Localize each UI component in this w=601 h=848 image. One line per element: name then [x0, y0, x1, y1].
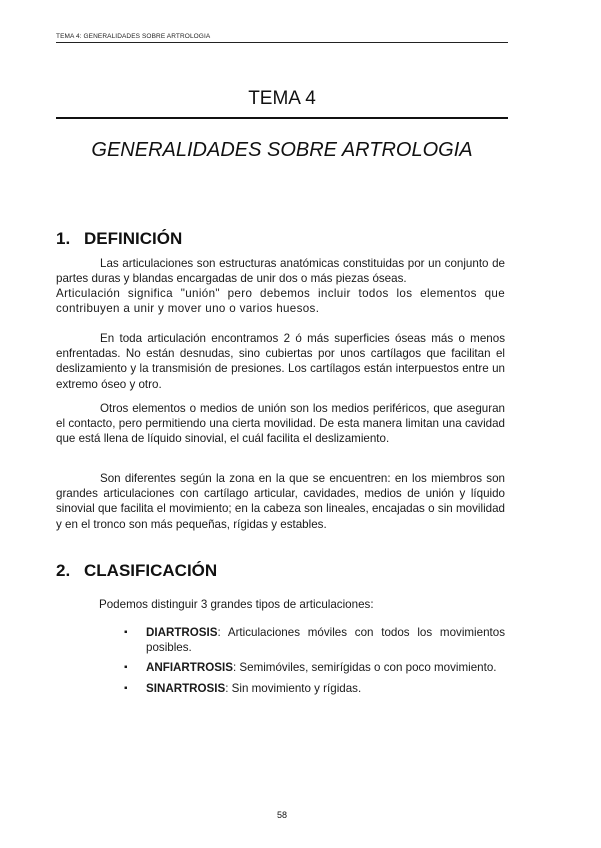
running-header: TEMA 4: GENERALIDADES SOBRE ARTROLOGIA — [56, 33, 211, 40]
paragraph: Son diferentes según la zona en la que se encuentren: en los miembros son grandes articulaciones con cartílago articular, cavidades, medios de unión y líquido sinovial que facilita el movimiento; en la cabeza son lineales, encajadas o sin movilidad y en el tronco son más pequeñas, rígidas y estables. — [56, 472, 505, 531]
page-number: 58 — [276, 810, 287, 820]
paragraph: Otros elementos o medios de unión son los medios periféricos, que aseguran el contacto, pero permitiendo una cierta movilidad. De esta manera limitan una cavidad que está llena de líquido sinovial, el cuál facilita el deslizamiento. — [56, 402, 505, 446]
title-divider — [56, 117, 508, 119]
section-heading-clasificacion — [56, 561, 217, 581]
list-item — [124, 660, 505, 675]
term-description: : Sin movimiento y rígidas. — [225, 681, 362, 695]
header-divider — [56, 42, 508, 43]
section-title: DEFINICIÓN — [84, 229, 183, 248]
bullet-icon: ▪ — [124, 662, 128, 674]
paragraph: Articulación significa "unión" pero debemos incluir todos los elementos que contribuyen a unir y mover uno o varios huesos. — [56, 287, 505, 316]
bullet-icon: ▪ — [124, 682, 128, 694]
list-item — [124, 625, 505, 655]
section-heading-definicion — [56, 229, 182, 249]
page-subtitle: GENERALIDADES SOBRE ARTROLOGIA — [91, 139, 473, 161]
paragraph: En toda articulación encontramos 2 ó más superficies óseas más o menos enfrentadas. No están desnudas, sino cubiertas por unos cartílagos que facilitan el deslizamiento y la transmisión de presiones. Los cartílagos están interpuestos entre un extremo óseo y otro. — [56, 332, 505, 391]
topic-title: TEMA 4 — [248, 88, 316, 109]
term: ANFIARTROSIS — [146, 661, 233, 675]
term: DIARTROSIS — [146, 626, 218, 639]
term-description: : Articulaciones móviles con todos los movimientos posibles. — [146, 626, 505, 655]
list-item — [124, 681, 505, 696]
term-description: : Semimóviles, semirígidas o con poco movimiento. — [232, 661, 497, 675]
paragraph: Las articulaciones son estructuras anatómicas constituidas por un conjunto de partes duras y blandas encargadas de unir dos o más piezas óseas. — [56, 257, 505, 286]
section-title: CLASIFICACIÓN — [84, 561, 218, 580]
term: SINARTROSIS — [146, 681, 226, 695]
bullet-icon: ▪ — [124, 627, 128, 638]
section-number: 2. — [56, 561, 71, 580]
articulation-types-list — [124, 625, 505, 701]
paragraph: Podemos distinguir 3 grandes tipos de articulaciones: — [99, 598, 374, 611]
section-number: 1. — [56, 229, 71, 248]
